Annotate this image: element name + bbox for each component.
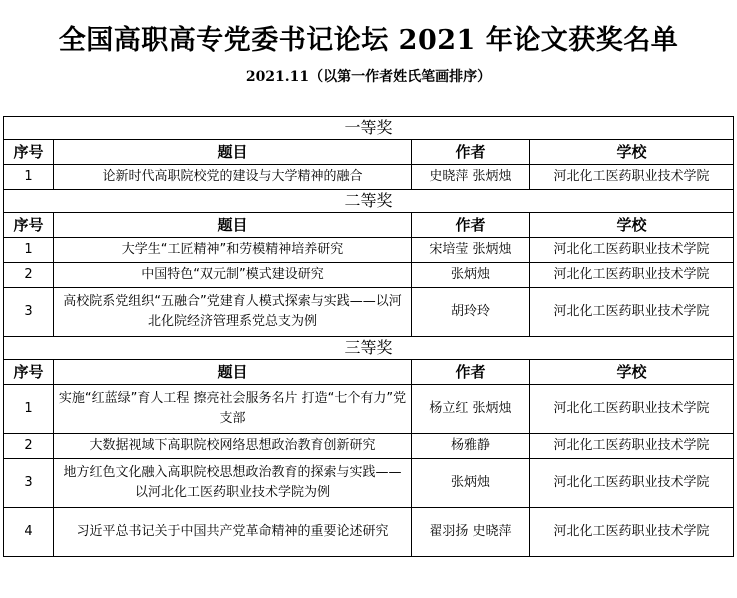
header-author: 作者 bbox=[412, 213, 530, 238]
header-school: 学校 bbox=[530, 140, 734, 165]
cell-author: 宋培莹 张炳烛 bbox=[412, 238, 530, 263]
cell-topic: 论新时代高职院校党的建设与大学精神的融合 bbox=[54, 165, 412, 190]
header-school: 学校 bbox=[530, 213, 734, 238]
header-no: 序号 bbox=[4, 360, 54, 385]
cell-topic: 中国特色“双元制”模式建设研究 bbox=[54, 263, 412, 288]
cell-no: 1 bbox=[4, 165, 54, 190]
table-row bbox=[4, 288, 734, 337]
cell-no: 2 bbox=[4, 434, 54, 459]
cell-school: 河北化工医药职业技术学院 bbox=[530, 165, 734, 190]
table-row bbox=[4, 165, 734, 190]
cell-author: 杨雅静 bbox=[412, 434, 530, 459]
cell-author: 史晓萍 张炳烛 bbox=[412, 165, 530, 190]
cell-author: 张炳烛 bbox=[412, 263, 530, 288]
section-row-second-prize bbox=[4, 190, 734, 213]
cell-no: 1 bbox=[4, 238, 54, 263]
table-row bbox=[4, 385, 734, 434]
cell-topic: 高校院系党组织“五融合”党建育人模式探索与实践——以河北化院经济管理系党总支为例 bbox=[54, 288, 412, 337]
document-title: 全国高职高专党委书记论坛 2021 年论文获奖名单 bbox=[58, 25, 679, 56]
header-topic: 题目 bbox=[54, 213, 412, 238]
document-subtitle: 2021.11（以第一作者姓氏笔画排序） bbox=[245, 69, 492, 85]
header-no: 序号 bbox=[4, 140, 54, 165]
header-school: 学校 bbox=[530, 360, 734, 385]
header-topic: 题目 bbox=[54, 360, 412, 385]
section-row-third-prize bbox=[4, 337, 734, 360]
cell-no: 4 bbox=[4, 508, 54, 557]
header-row bbox=[4, 360, 734, 385]
section-title: 一等奖 bbox=[4, 117, 734, 140]
table-row bbox=[4, 238, 734, 263]
section-row-first-prize bbox=[4, 117, 734, 140]
cell-no: 3 bbox=[4, 459, 54, 508]
cell-author: 胡玲玲 bbox=[412, 288, 530, 337]
section-title: 三等奖 bbox=[4, 337, 734, 360]
cell-author: 翟羽扬 史晓萍 bbox=[412, 508, 530, 557]
header-author: 作者 bbox=[412, 360, 530, 385]
cell-topic: 地方红色文化融入高职院校思想政治教育的探索与实践——以河北化工医药职业技术学院为例 bbox=[54, 459, 412, 508]
cell-school: 河北化工医药职业技术学院 bbox=[530, 238, 734, 263]
cell-topic: 习近平总书记关于中国共产党革命精神的重要论述研究 bbox=[54, 508, 412, 557]
header-row bbox=[4, 213, 734, 238]
table-row bbox=[4, 263, 734, 288]
table-row bbox=[4, 434, 734, 459]
header-no: 序号 bbox=[4, 213, 54, 238]
header-row bbox=[4, 140, 734, 165]
header-topic: 题目 bbox=[54, 140, 412, 165]
cell-topic: 大学生“工匠精神”和劳模精神培养研究 bbox=[54, 238, 412, 263]
cell-no: 3 bbox=[4, 288, 54, 337]
cell-school: 河北化工医药职业技术学院 bbox=[530, 434, 734, 459]
cell-topic: 实施“红蓝绿”育人工程 擦亮社会服务名片 打造“七个有力”党支部 bbox=[54, 385, 412, 434]
cell-school: 河北化工医药职业技术学院 bbox=[530, 263, 734, 288]
cell-school: 河北化工医药职业技术学院 bbox=[530, 508, 734, 557]
cell-school: 河北化工医药职业技术学院 bbox=[530, 459, 734, 508]
section-title: 二等奖 bbox=[4, 190, 734, 213]
table-row bbox=[4, 459, 734, 508]
cell-author: 张炳烛 bbox=[412, 459, 530, 508]
header-author: 作者 bbox=[412, 140, 530, 165]
cell-author: 杨立红 张炳烛 bbox=[412, 385, 530, 434]
cell-school: 河北化工医药职业技术学院 bbox=[530, 288, 734, 337]
cell-no: 2 bbox=[4, 263, 54, 288]
table-row bbox=[4, 508, 734, 557]
cell-school: 河北化工医药职业技术学院 bbox=[530, 385, 734, 434]
awards-table bbox=[3, 116, 734, 557]
cell-topic: 大数据视域下高职院校网络思想政治教育创新研究 bbox=[54, 434, 412, 459]
cell-no: 1 bbox=[4, 385, 54, 434]
